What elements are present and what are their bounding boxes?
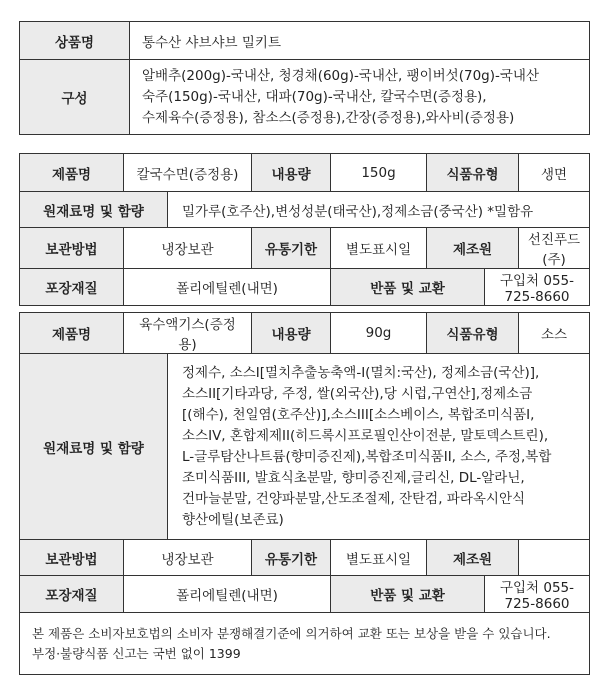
notice-line: 부정·불량식품 신고는 국번 없이 1399 <box>32 645 241 661</box>
product-name-label: 상품명 <box>20 22 130 60</box>
ingredient-line: 조미식품III, 발효식초분말, 향미증진제,글리신, DL-알라닌, <box>182 469 525 486</box>
noodle-maker-label: 제조원 <box>427 228 519 269</box>
sauce-type-label: 식품유형 <box>427 313 519 354</box>
sauce-expiry-label: 유통기한 <box>252 540 331 576</box>
ingredient-line: L-글루탐산나트륨(향미증진제),복합조미식품II, 소스, 주정,복합 <box>182 448 552 465</box>
noodle-maker-value: 선진푸드(주) <box>519 228 590 269</box>
noodle-type-label: 식품유형 <box>427 154 519 192</box>
noodle-expiry-value: 별도표시일 <box>331 228 427 269</box>
sauce-maker-label: 제조원 <box>427 540 519 576</box>
consumer-notice <box>20 613 590 675</box>
noodle-storage-label: 보관방법 <box>20 228 124 269</box>
product-summary-table <box>19 21 590 135</box>
ingredient-line: 소스IV, 혼합제제II(히드록시프로필인산이전분, 말토덱스트린), <box>182 427 549 444</box>
noodle-packaging-value: 폴리에틸렌(내면) <box>124 269 331 306</box>
sauce-info-table <box>19 312 590 675</box>
noodle-ingredients-label: 원재료명 및 함량 <box>20 192 168 228</box>
noodle-name-label: 제품명 <box>20 154 124 192</box>
sauce-type-value: 소스 <box>519 313 590 354</box>
sauce-storage-value: 냉장보관 <box>124 540 252 576</box>
sauce-name-value: 육수액기스(증정용) <box>124 313 252 354</box>
sauce-packaging-value: 폴리에틸렌(내면) <box>124 576 331 613</box>
sauce-expiry-value: 별도표시일 <box>331 540 427 576</box>
ingredient-line: [(해수), 천일염(호주산)],소스III[소스베이스, 복합조미식품I, <box>182 406 535 423</box>
sauce-name-label: 제품명 <box>20 313 124 354</box>
sauce-volume-label: 내용량 <box>252 313 331 354</box>
sauce-ingredients-value <box>168 354 590 540</box>
noodle-ingredients-value: 밀가루(호주산),변성성분(태국산),정제소금(중국산) *밀함유 <box>168 192 590 228</box>
sauce-return-value: 구입처 055-725-8660 <box>485 576 590 613</box>
noodle-volume-value: 150g <box>331 154 427 192</box>
composition-line: 수제육수(증정용), 참소스(증정용),간장(증정용),와사비(증정용) <box>142 109 515 126</box>
sauce-volume-value: 90g <box>331 313 427 354</box>
composition-line: 숙주(150g)-국내산, 대파(70g)-국내산, 칼국수면(증정용), <box>142 88 487 105</box>
sauce-maker-value <box>519 540 590 576</box>
ingredient-line: 정제수, 소스I[멸치추출농축액-I(멸치:국산), 정제소금(국산)], <box>182 364 540 381</box>
product-name-value: 통수산 샤브샤브 밀키트 <box>130 22 590 60</box>
noodle-return-value: 구입처 055-725-8660 <box>485 269 590 306</box>
sauce-return-label: 반품 및 교환 <box>331 576 485 613</box>
noodle-packaging-label: 포장재질 <box>20 269 124 306</box>
composition-line: 알배추(200g)-국내산, 청경채(60g)-국내산, 팽이버섯(70g)-국내산 <box>142 67 539 84</box>
sauce-ingredients-label: 원재료명 및 함량 <box>20 354 168 540</box>
ingredient-line: 소스II[기타과당, 주정, 쌀(외국산),당 시럽,구연산],정제소금 <box>182 385 533 402</box>
noodle-info-table <box>19 153 590 306</box>
noodle-name-value: 칼국수면(증정용) <box>124 154 252 192</box>
composition-value <box>130 60 590 135</box>
ingredient-line: 향산에틸(보존료) <box>182 511 284 528</box>
notice-line: 본 제품은 소비자보호법의 소비자 분쟁해결기준에 의거하여 교환 또는 보상을 받을 수 있습니다. <box>32 625 551 641</box>
noodle-storage-value: 냉장보관 <box>124 228 252 269</box>
noodle-volume-label: 내용량 <box>252 154 331 192</box>
composition-label: 구성 <box>20 60 130 135</box>
noodle-type-value: 생면 <box>519 154 590 192</box>
ingredient-line: 건마늘분말, 건양파분말,산도조절제, 잔탄검, 파라옥시안식 <box>182 490 526 507</box>
sauce-packaging-label: 포장재질 <box>20 576 124 613</box>
sauce-storage-label: 보관방법 <box>20 540 124 576</box>
noodle-return-label: 반품 및 교환 <box>331 269 485 306</box>
noodle-expiry-label: 유통기한 <box>252 228 331 269</box>
